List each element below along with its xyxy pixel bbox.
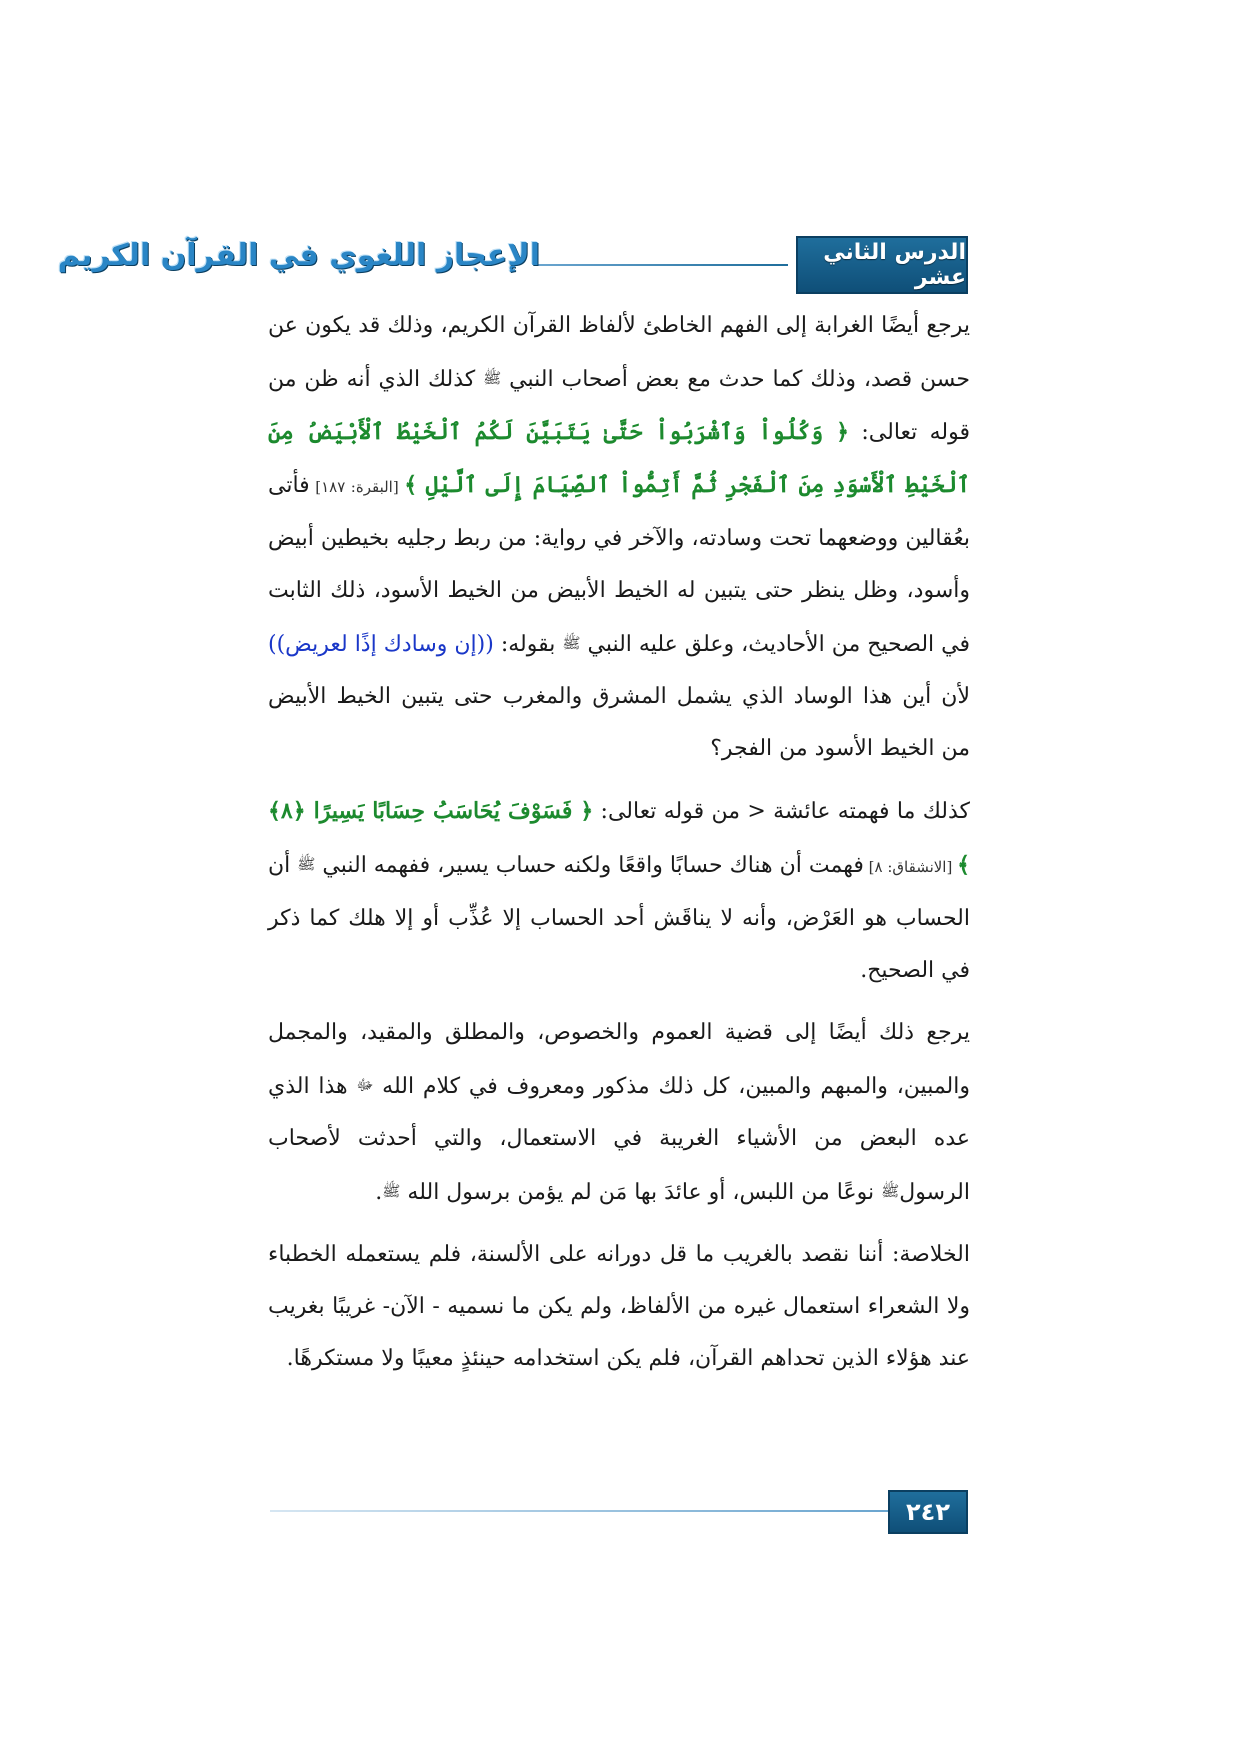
text: فهمت أن هناك حسابًا واقعًا ولكنه حساب يسير، ففهمه النبي xyxy=(315,853,864,878)
verse-reference: [البقرة: ١٨٧] xyxy=(309,478,405,496)
honorific-mark: < xyxy=(747,799,766,824)
salla-symbol: ﷺ xyxy=(483,369,502,387)
quran-verse: ﴿ فَسَوْفَ يُحَاسَبُ حِسَابًا يَسِيرًا ﴿٨﴾ ﴾ xyxy=(268,798,970,878)
text: . xyxy=(375,1180,383,1205)
text: فأتى بعُقالين ووضعهما تحت وسادته، والآخر في رواية: من ربط رجليه بخيطين أبيض وأسود، وظل ينظر حتى يتبين له الخيط الأبيض من الخيط الأسود، ذلك الثابت في الصحيح من الأحاديث، وعلق عليه النبي xyxy=(268,473,971,657)
text: هذا الذي عده البعض من الأشياء الغريبة في الاستعمال، والتي أحدثت لأصحاب الرسول xyxy=(268,1074,970,1205)
text: أن الحساب هو العَرْض، وأنه لا يناقَش أحد الحساب إلا عُذِّب أو إلا هلك كما ذكر في الصحيح. xyxy=(268,853,970,983)
header-divider xyxy=(538,264,788,266)
salla-symbol: ﷺ xyxy=(562,634,581,652)
page-body xyxy=(268,300,970,1385)
text: كذلك ما فهمته عائشة xyxy=(765,799,970,824)
text: نوعًا من اللبس، أو عائدَ بها مَن لم يؤمن برسول الله xyxy=(400,1180,882,1205)
salla-symbol: ﷺ xyxy=(881,1182,900,1200)
text: بقوله: xyxy=(493,632,563,657)
paragraph-3 xyxy=(268,1007,970,1219)
salla-symbol: ﷺ xyxy=(382,1182,401,1200)
lesson-label: الدرس الثاني عشر xyxy=(796,236,968,294)
paragraph-2 xyxy=(268,785,970,997)
paragraph-4 xyxy=(268,1229,970,1385)
quran-verse: ﴿ وَكُلُواْ وَٱشْرَبُواْ حَتَّىٰ يَتَبَيَّنَ لَكُمُ ٱلْخَيْطُ ٱلْأَبْيَضُ مِنَ ٱلْخَيْطِ ٱلْأَسْوَدِ مِنَ ٱلْفَجْرِ ثُمَّ أَتِمُّواْ ٱلصِّيَامَ إِلَى ٱلَّيْلِ ﴾ xyxy=(268,419,970,498)
verse-reference: [الانشقاق: ٨] xyxy=(863,858,958,876)
page-number: ٢٤٢ xyxy=(888,1490,968,1534)
text: يرجع أيضًا الغرابة إلى الفهم الخاطئ لألفاظ القرآن الكريم، وذلك قد يكون عن حسن قصد، وذلك كما حدث مع بعض أصحاب النبي xyxy=(268,313,971,392)
text: من قوله تعالى: xyxy=(593,799,748,824)
jalla-symbol: ﷻ xyxy=(356,1076,374,1094)
text: الخلاصة: أننا نقصد بالغريب ما قل دورانه على الألسنة، فلم يستعمله الخطباء ولا الشعراء استعمال غيره من الألفاظ، ولم يكن ما نسميه - الآن- غريبًا بغريب عند هؤلاء الذين تحداهم القرآن، فلم يكن استخدامه حينئذٍ معيبًا ولا مستكرهًا. xyxy=(268,1242,970,1371)
paragraph-1 xyxy=(268,300,970,775)
page-header xyxy=(57,236,968,296)
salla-symbol: ﷺ xyxy=(297,855,316,873)
book-title: الإعجاز اللغوي في القرآن الكريم xyxy=(57,238,540,273)
text: يرجع ذلك أيضًا إلى قضية العموم والخصوص، والمطلق والمقيد، والمجمل والمبين، والمبهم والمبين، كل ذلك مذكور ومعروف في كلام الله xyxy=(268,1020,970,1099)
footer-divider xyxy=(270,1510,890,1512)
hadith-quote: ((إن وسادك إذًا لعريض)) xyxy=(268,632,494,657)
text: لأن أين هذا الوساد الذي يشمل المشرق والمغرب حتى يتبين الخيط الأبيض من الخيط الأسود من الفجر؟ xyxy=(268,684,970,761)
text: كذلك الذي أنه ظن من قوله تعالى: xyxy=(268,367,970,445)
